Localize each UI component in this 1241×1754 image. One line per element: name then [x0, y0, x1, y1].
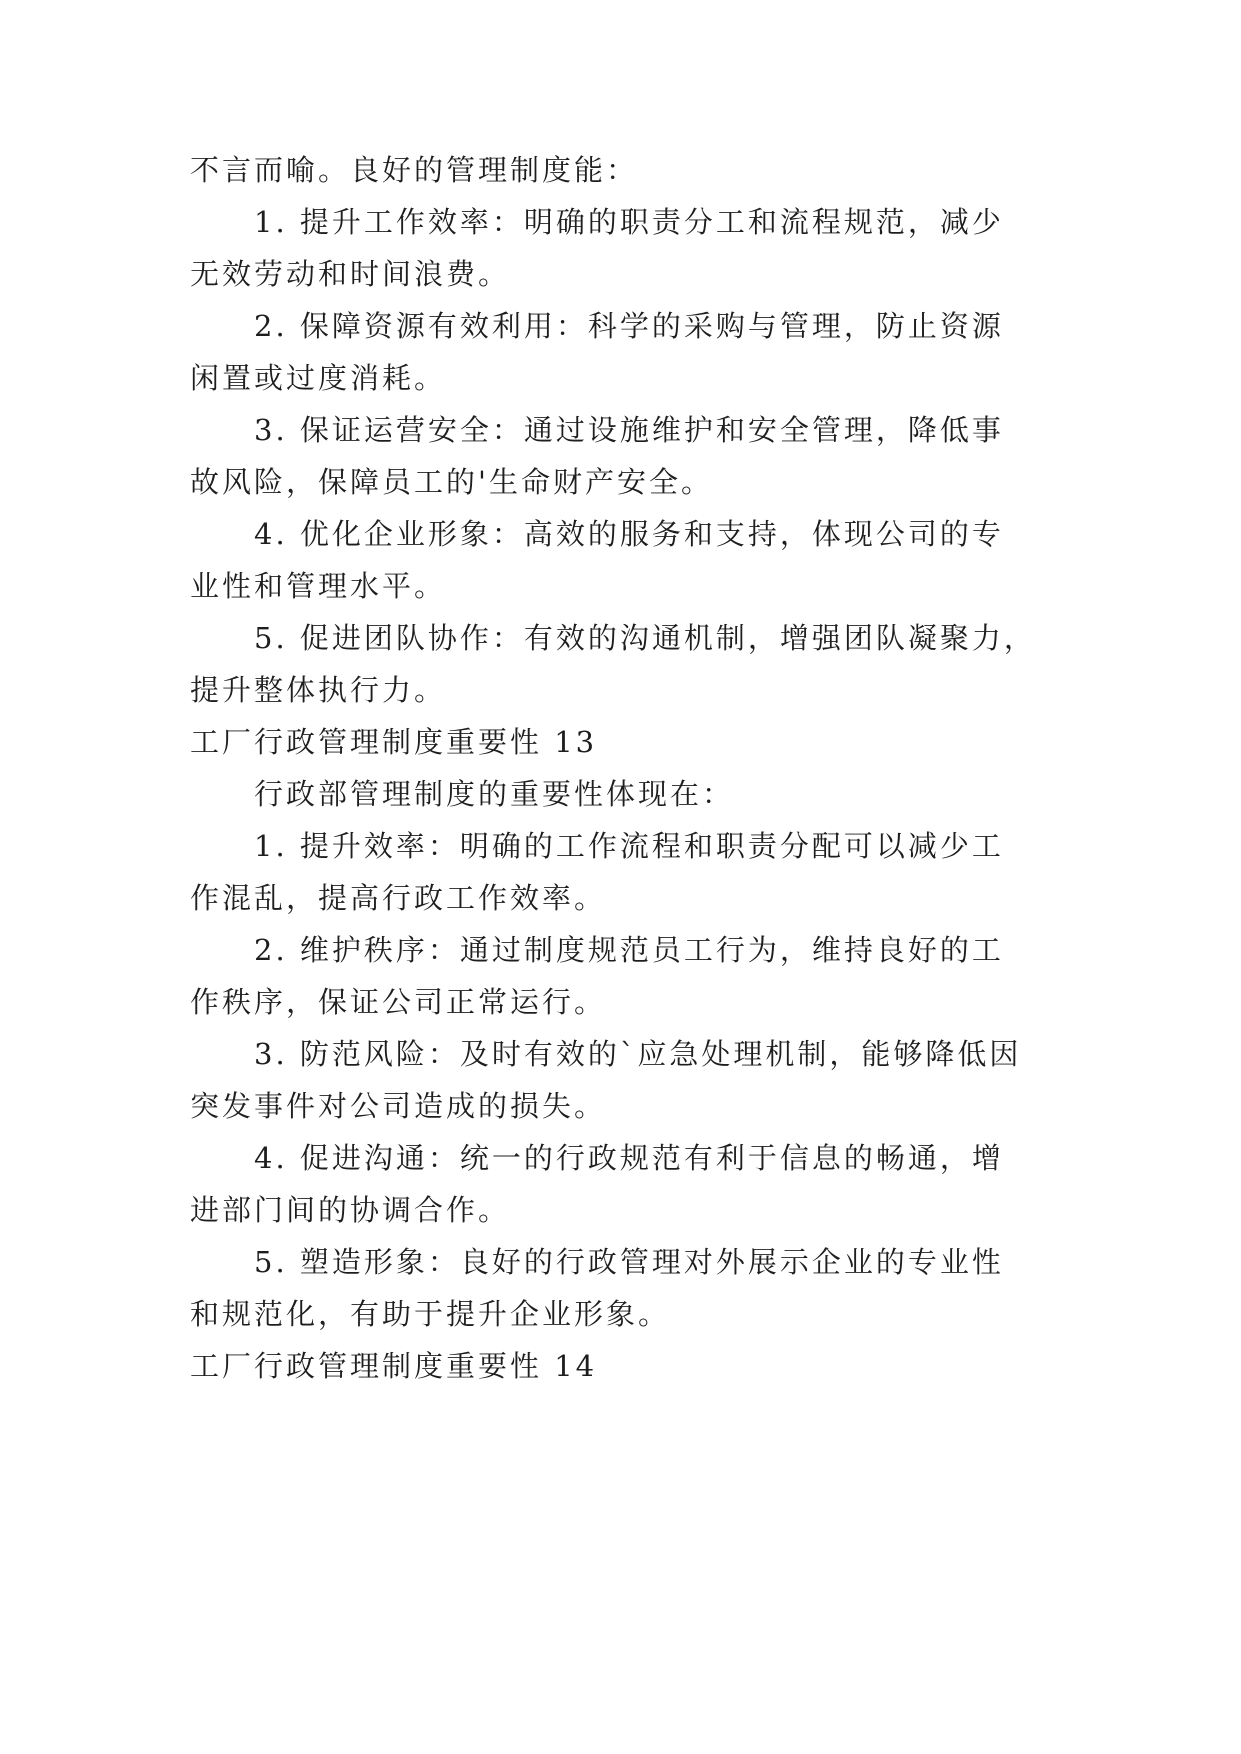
list-item-line: 1. 提升效率：明确的工作流程和职责分配可以减少工 [254, 829, 1004, 863]
paragraph-line: 作混乱，提高行政工作效率。 [190, 881, 607, 915]
list-item-line: 3. 防范风险：及时有效的`应急处理机制，能够降低因 [254, 1037, 1022, 1071]
paragraph-line: 提升整体执行力。 [190, 673, 447, 707]
paragraph-line: 进部门间的协调合作。 [190, 1193, 511, 1227]
list-item-line: 2. 维护秩序：通过制度规范员工行为，维持良好的工 [254, 933, 1004, 967]
paragraph-line: 闲置或过度消耗。 [190, 361, 447, 395]
section-heading: 工厂行政管理制度重要性 13 [190, 725, 598, 759]
paragraph-line: 业性和管理水平。 [190, 569, 447, 603]
list-item-line: 1. 提升工作效率：明确的职责分工和流程规范，减少 [254, 205, 1004, 239]
list-item-line: 5. 促进团队协作：有效的沟通机制，增强团队凝聚力， [254, 621, 1036, 655]
list-item-line: 2. 保障资源有效利用：科学的采购与管理，防止资源 [254, 309, 1004, 343]
intro-line: 行政部管理制度的重要性体现在： [254, 777, 735, 811]
section-heading: 工厂行政管理制度重要性 14 [190, 1349, 598, 1383]
paragraph-line: 和规范化，有助于提升企业形象。 [190, 1297, 671, 1331]
paragraph-line: 不言而喻。良好的管理制度能： [190, 153, 639, 187]
paragraph-line: 作秩序，保证公司正常运行。 [190, 985, 607, 1019]
paragraph-line: 突发事件对公司造成的损失。 [190, 1089, 607, 1123]
list-item-line: 4. 优化企业形象：高效的服务和支持，体现公司的专 [254, 517, 1004, 551]
paragraph-line: 故风险，保障员工的'生命财产安全。 [190, 465, 713, 499]
list-item-line: 3. 保证运营安全：通过设施维护和安全管理，降低事 [254, 413, 1004, 447]
paragraph-line: 无效劳动和时间浪费。 [190, 257, 511, 291]
list-item-line: 5. 塑造形象：良好的行政管理对外展示企业的专业性 [254, 1245, 1004, 1279]
list-item-line: 4. 促进沟通：统一的行政规范有利于信息的畅通，增 [254, 1141, 1004, 1175]
